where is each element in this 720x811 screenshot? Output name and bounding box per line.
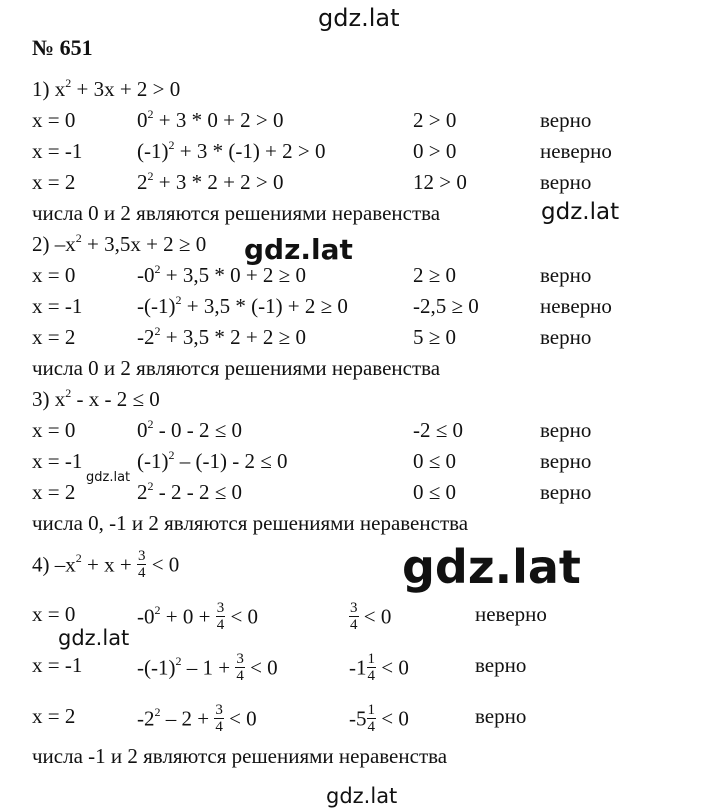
part3-row1-x: x = 0: [32, 418, 76, 442]
part4-row2-expr: $-(-1)^2 - 1$ + $\frac{3}{4}$ < 0: [137, 651, 278, 684]
part1-row2-x: x = -1: [32, 139, 83, 163]
part4-row2-fraction: $\frac{3}{4}$: [236, 651, 244, 684]
part2-heading: 2) $-x^2 + 3,5x + 2 \ge 0$: [32, 231, 207, 256]
part4-heading: 4) $-x^2 + x$ + $\frac{3}{4}$ < 0: [32, 548, 180, 581]
part1-row3-result: 12 > 0: [413, 170, 467, 194]
part2-conclusion: числа 0 и 2 являются решениями неравенства: [32, 356, 441, 380]
part4-row2-result: -1 $\frac{1}{4}$ < 0: [349, 651, 409, 684]
part3-row3-x: x = 2: [32, 480, 76, 504]
part2-row3-verdict: верно: [540, 325, 592, 349]
part2-row2-x: x = -1: [32, 294, 83, 318]
part1-heading: 1) $x^2 + 3x + 2 > 0$: [32, 76, 181, 101]
part4-row3-x: x = 2: [32, 704, 76, 728]
part3-row3-expr: $2^2 - 2 - 2 \le 0$: [137, 479, 243, 504]
part1-row2-result: 0 > 0: [413, 139, 457, 163]
part2-row3-expr: $-2^2 + 3,5 * 2 + 2 \ge 0$: [137, 324, 306, 349]
part4-row3-verdict: верно: [475, 704, 527, 728]
part2-row2-expr: $-(-1)^2 + 3,5 * (-1) + 2 \ge 0$: [137, 293, 348, 318]
part3-row2-verdict: верно: [540, 449, 592, 473]
part3-row3-verdict: верно: [540, 480, 592, 504]
part4-row1-fraction: $\frac{3}{4}$: [216, 600, 225, 633]
part4-row1-expr: $-0^2 + 0$ + $\frac{3}{4}$ < 0: [137, 600, 259, 633]
part1-row2-verdict: неверно: [540, 139, 612, 163]
part1-row1-x: x = 0: [32, 108, 76, 132]
part4-conclusion: числа -1 и 2 являются решениями неравенства: [32, 744, 448, 768]
part1-row3-expr: $2^2 + 3 * 2 + 2 > 0$: [137, 169, 284, 194]
watermark-mid: gdz.lat: [244, 233, 353, 266]
part1-row2-expr: $(-1)^2 + 3 * (-1) + 2 > 0$: [137, 138, 326, 163]
part2-row2-result: -2,5 ≥ 0: [413, 294, 479, 318]
part2-row1-expr: $-0^2 + 3,5 * 0 + 2 \ge 0$: [137, 262, 306, 287]
part1-row1-verdict: верно: [540, 108, 592, 132]
watermark-small: gdz.lat: [86, 470, 131, 485]
part2-row2-verdict: неверно: [540, 294, 612, 318]
watermark-big: gdz.lat: [402, 540, 581, 594]
part1-conclusion: числа 0 и 2 являются решениями неравенства: [32, 201, 441, 225]
part2-row1-verdict: верно: [540, 263, 592, 287]
part4-row3-result: -5 $\frac{1}{4}$ < 0: [349, 702, 409, 735]
part1-row3-verdict: верно: [540, 170, 592, 194]
part3-row2-expr: $(-1)^2 - (-1) - 2 \le 0$: [137, 448, 288, 473]
part3-row2-result: 0 ≤ 0: [413, 449, 457, 473]
part3-heading: 3) $x^2 - x - 2 \le 0$: [32, 386, 160, 411]
part1-row1-expr: $0^2 + 3 * 0 + 2 > 0$: [137, 107, 284, 132]
part3-row2-x: x = -1: [32, 449, 83, 473]
part1-row3-x: x = 2: [32, 170, 76, 194]
part3-row3-result: 0 ≤ 0: [413, 480, 457, 504]
part4-row3-fraction: $\frac{3}{4}$: [215, 702, 223, 735]
part3-conclusion: числа 0, -1 и 2 являются решениями неравенства: [32, 511, 469, 535]
watermark-left: gdz.lat: [58, 626, 130, 650]
part2-row3-x: x = 2: [32, 325, 76, 349]
part4-row1-x: x = 0: [32, 602, 76, 626]
part4-heading-fraction: $\frac{3}{4}$: [137, 548, 146, 581]
part4-row1-result: $\frac{3}{4}$ < 0: [350, 600, 392, 633]
part2-row1-x: x = 0: [32, 263, 76, 287]
watermark-bottom: gdz.lat: [326, 784, 398, 808]
watermark-right: gdz.lat: [541, 199, 620, 225]
part4-row2-x: x = -1: [32, 653, 83, 677]
part1-row1-result: 2 > 0: [413, 108, 457, 132]
part2-row1-result: 2 ≥ 0: [413, 263, 457, 287]
part4-row2-verdict: верно: [475, 653, 527, 677]
part3-row1-result: -2 ≤ 0: [413, 418, 464, 442]
part3-row1-verdict: верно: [540, 418, 592, 442]
part3-row1-expr: $0^2 - 0 - 2 \le 0$: [137, 417, 243, 442]
part4-row3-expr: $-2^2 - 2$ + $\frac{3}{4}$ < 0: [137, 702, 257, 735]
task-number: № 651: [32, 35, 93, 60]
part2-row3-result: 5 ≥ 0: [413, 325, 457, 349]
watermark-top: gdz.lat: [318, 4, 400, 32]
part4-row1-verdict: неверно: [475, 602, 547, 626]
